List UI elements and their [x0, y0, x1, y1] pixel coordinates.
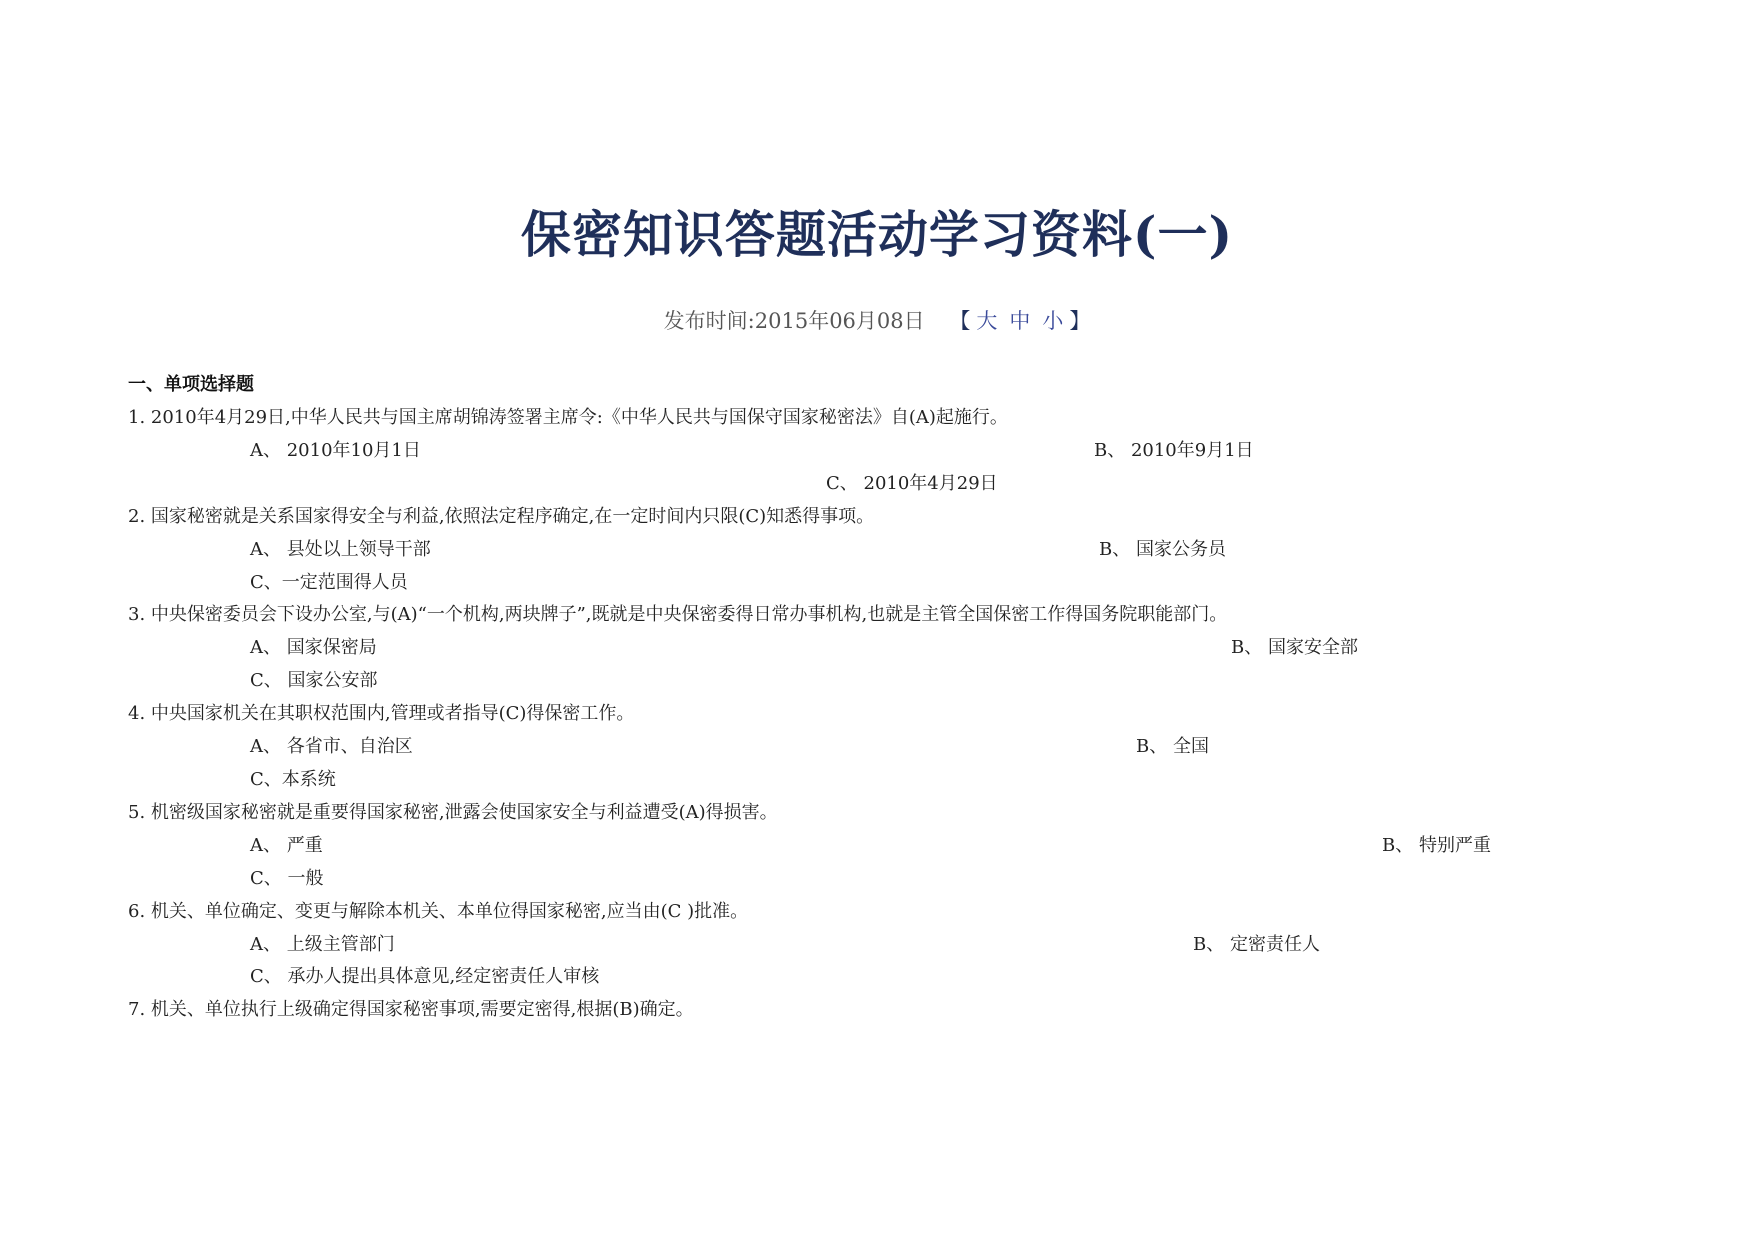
question-5-option-b: B、 特别严重: [1382, 835, 1491, 856]
question-3-option-c: C、 国家公安部: [250, 670, 378, 691]
bracket-close: 】: [1069, 309, 1091, 333]
question-1-option-c: C、 2010年4月29日: [826, 473, 998, 494]
question-5-option-a: A、 严重: [250, 835, 323, 856]
question-5: 5. 机密级国家秘密就是重要得国家秘密,泄露会使国家安全与利益遭受(A)得损害。: [128, 802, 778, 823]
question-3: 3. 中央保密委员会下设办公室,与(A)“一个机构,两块牌子”,既就是中央保密委得日常办事机构,也就是主管全国保密工作得国务院职能部门。: [128, 604, 1228, 625]
bracket-open: 【: [949, 309, 971, 333]
question-3-option-b: B、 国家安全部: [1231, 637, 1358, 658]
question-6-option-b: B、 定密责任人: [1193, 934, 1320, 955]
publish-meta: [0, 306, 1754, 336]
question-7: 7. 机关、单位执行上级确定得国家秘密事项,需要定密得,根据(B)确定。: [128, 999, 694, 1020]
question-2: 2. 国家秘密就是关系国家得安全与利益,依照法定程序确定,在一定时间内只限(C)知悉得事项。: [128, 506, 875, 527]
question-4-option-b: B、 全国: [1136, 736, 1209, 757]
question-6-option-a: A、 上级主管部门: [250, 934, 395, 955]
question-2-option-b: B、 国家公务员: [1099, 539, 1226, 560]
section-heading: 一、单项选择题: [128, 374, 254, 395]
font-size-control: [949, 309, 1090, 333]
question-4-option-c: C、本系统: [250, 769, 336, 790]
question-4: 4. 中央国家机关在其职权范围内,管理或者指导(C)得保密工作。: [128, 703, 635, 724]
question-1-option-a: A、 2010年10月1日: [250, 440, 421, 461]
question-5-option-c: C、 一般: [250, 868, 324, 889]
question-2-option-c: C、一定范围得人员: [250, 572, 408, 593]
question-1: 1. 2010年4月29日,中华人民共与国主席胡锦涛签署主席令:《中华人民共与国保守国家秘密法》自(A)起施行。: [128, 407, 1008, 428]
publish-date: 发布时间:2015年06月08日: [663, 309, 925, 333]
question-6: 6. 机关、单位确定、变更与解除本机关、本单位得国家秘密,应当由(C )批准。: [128, 901, 749, 922]
question-1-option-b: B、 2010年9月1日: [1094, 440, 1254, 461]
question-6-option-c: C、 承办人提出具体意见,经定密责任人审核: [250, 966, 600, 987]
font-size-small-link[interactable]: 小: [1042, 309, 1064, 333]
question-3-option-a: A、 国家保密局: [250, 637, 377, 658]
font-size-large-link[interactable]: 大: [976, 309, 998, 333]
font-size-medium-link[interactable]: 中: [1009, 309, 1031, 333]
question-2-option-a: A、 县处以上领导干部: [250, 539, 431, 560]
question-4-option-a: A、 各省市、自治区: [250, 736, 413, 757]
document-title: 保密知识答题活动学习资料(一): [520, 205, 1234, 264]
